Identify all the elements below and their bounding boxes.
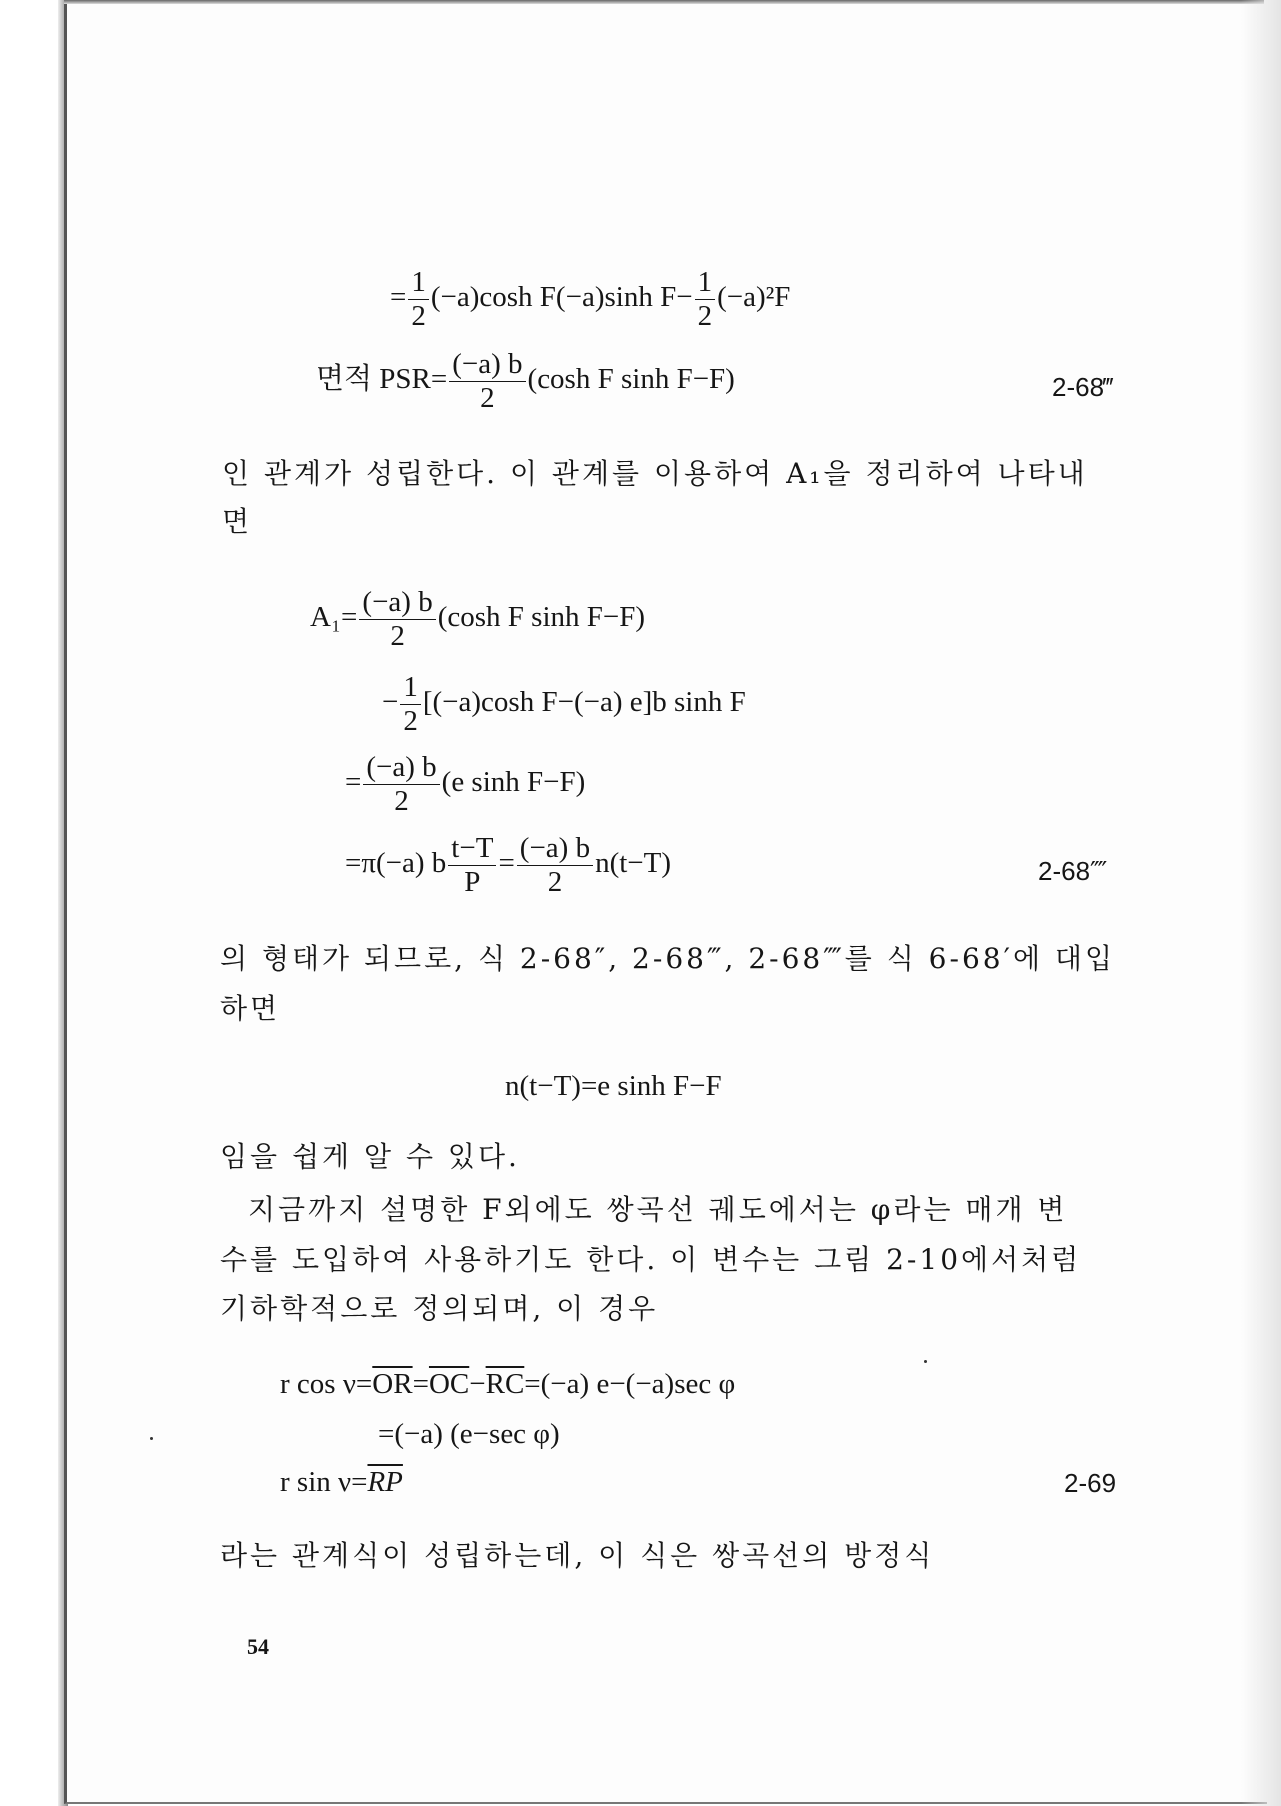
fraction: $\frac{(-a) b}{2}$ [363,753,439,816]
fraction: $\frac{(-a) b}{2}$ [449,350,525,413]
equation-term: (−a)²F [717,281,791,314]
equals-sign: = [390,281,407,314]
equation-term: (cosh F sinh F−F) [437,601,646,634]
paragraph-line: 의 형태가 되므로, 식 2-68″, 2-68‴, 2-68⁗를 식 6-68′에 대입 [220,942,1115,975]
equation-a1-line-3 [345,753,585,816]
equation-term: =π(−a) b [345,847,447,880]
minus-sign: − [469,1368,486,1400]
fraction-half: $\frac{1}{2}$ [408,268,429,331]
paragraph-line: 하면 [220,992,281,1025]
equation-a1-line-1 [310,588,645,651]
equation-number: 2-68⁗ [1038,856,1108,886]
page-number: 54 [247,1634,269,1659]
equation-a1-line-2 [382,673,746,736]
equation-area-psr [316,350,735,413]
equation-r-cos [280,1370,735,1399]
paragraph-line: 면 [222,505,253,538]
equation-lhs: r cos ν= [280,1368,373,1400]
area-label: 면적 PSR= [316,363,448,396]
paragraph-line: 지금까지 설명한 F외에도 쌍곡선 궤도에서는 φ라는 매개 변 [248,1193,1068,1226]
equation-r-cos-line-2: =(−a) (e−sec φ) [378,1418,560,1450]
paragraph-line: 라는 관계식이 성립하는데, 이 식은 쌍곡선의 방정식 [220,1539,935,1572]
fraction: $\frac{(-a) b}{2}$ [517,834,593,897]
fraction: $\frac{(-a) b}{2}$ [359,588,435,651]
equation-term: (e sinh F−F) [441,766,586,799]
equation-r-sin [280,1468,403,1497]
equals-sign: = [412,1368,429,1400]
segment-oc: $\overline{OC}$ [428,1368,470,1400]
equation-number: 2-68‴ [1052,372,1114,402]
equation-term: n(t−T) [595,847,672,880]
minus-sign: − [382,686,399,719]
scan-speck [924,1360,927,1363]
equation-term: (−a)cosh F(−a)sinh F− [430,281,693,314]
equals-sign: = [345,766,362,799]
scan-speck [150,1437,153,1440]
paragraph-line: 인 관계가 성립한다. 이 관계를 이용하여 A₁을 정리하여 나타내 [222,457,1088,490]
paragraph-line: 임을 쉽게 알 수 있다. [220,1140,520,1173]
fraction-half: $\frac{1}{2}$ [400,673,421,736]
fraction-half: $\frac{1}{2}$ [695,268,716,331]
segment-rc: $\overline{RC}$ [485,1368,525,1400]
equation-line-1 [390,268,790,331]
segment-rp: $\overline{RP}$ [367,1466,403,1498]
equation-term: [(−a)cosh F−(−a) e]b sinh F [422,686,746,719]
equation-term: (cosh F sinh F−F) [527,363,735,396]
segment-or: $\overline{OR}$ [372,1368,413,1400]
equation-lhs: r sin ν= [280,1466,368,1498]
equation-number: 2-69 [1064,1468,1117,1498]
hyperbolic-kepler-equation: n(t−T)=e sinh F−F [505,1070,722,1102]
equation-a1-line-4 [345,834,671,897]
paragraph-line: 기하학적으로 정의되며, 이 경우 [220,1292,659,1325]
equation-lhs: A₁= [310,601,358,634]
page-top-edge [64,0,1264,4]
page-shadow [1241,0,1281,1806]
equation-term: =(−a) e−(−a)sec φ [524,1368,736,1400]
equals-sign: = [498,847,515,880]
fraction: $\frac{t-T}{P}$ [448,834,496,897]
paragraph-line: 수를 도입하여 사용하기도 한다. 이 변수는 그림 2-10에서처럼 [220,1243,1082,1276]
